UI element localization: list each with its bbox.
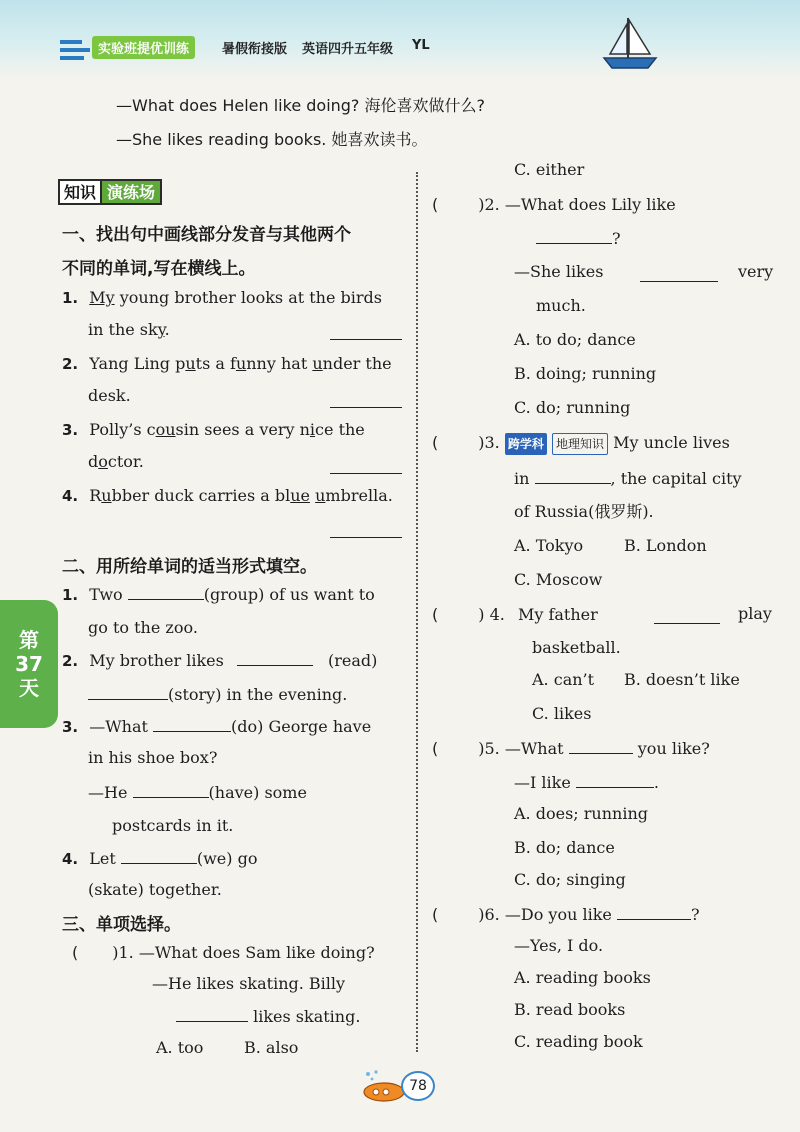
s2-item-3-line-2: in his shoe box? (88, 748, 218, 767)
q5-stem: ( )5. —What you like? (432, 739, 710, 758)
q3-blank[interactable] (535, 468, 611, 484)
s1-item-4: 4. Rubber duck carries a blue umbrella. (62, 486, 393, 505)
q6-option-a[interactable]: A. reading books (514, 968, 651, 987)
q2-stem: ( )2. —What does Lily like (432, 195, 676, 214)
q5-line-2: —I like . (514, 773, 659, 792)
s1-item-2-line-2: desk. (88, 386, 131, 405)
brand-label: 实验班提优训练 (92, 36, 195, 59)
q4-stem: ( ) 4. My father (432, 605, 598, 624)
q4-option-b[interactable]: B. doesn’t like (624, 670, 740, 689)
q3-option-a[interactable]: A. Tokyo (514, 536, 584, 555)
day-tab-line-1: 第 (19, 628, 39, 652)
q3-answer-slot[interactable] (438, 432, 478, 448)
q1-option-a[interactable]: A. too (156, 1038, 204, 1057)
badge-part-1: 知识 (58, 179, 100, 205)
day-tab-line-3: 天 (19, 676, 39, 700)
section-1-title: 一、找出句中画线部分发音与其他两个 (62, 225, 351, 245)
sailboat-icon (600, 14, 660, 70)
s2-item-1: 1. Two (group) of us want to (62, 585, 375, 604)
q2-answer-slot[interactable] (438, 194, 478, 210)
q6-line-2: —Yes, I do. (514, 936, 604, 955)
cross-subject-tag: 跨学科 (505, 433, 547, 455)
q2-line-3-end: very (738, 262, 774, 281)
q6-option-c[interactable]: C. reading book (514, 1032, 643, 1051)
section-badge (58, 178, 162, 206)
s1-item-3: 3. Polly’s cousin sees a very nice the (62, 420, 365, 439)
s1-item-3-answer-blank[interactable] (330, 458, 402, 474)
q1-line-3: likes skating. (176, 1006, 360, 1027)
q2-line-3: —She likes (514, 262, 604, 281)
q4-line-1-end: play (738, 604, 772, 623)
s1-item-1: 1. My young brother looks at the birds (62, 288, 382, 307)
s2-item-4: 4. Let (we) go (62, 849, 258, 868)
s2-item-1-blank[interactable] (128, 584, 204, 600)
q2-line-4: much. (536, 296, 586, 315)
s2-item-2-line-2: (story) in the evening. (88, 684, 347, 705)
column-divider (416, 172, 418, 1052)
q4-option-a[interactable]: A. can’t (532, 670, 595, 689)
q3-stem: ( )3. 跨学科 地理知识 My uncle lives (432, 432, 730, 455)
s2-item-4-line-2: (skate) together. (88, 880, 222, 899)
s2-item-3: 3. —What (do) George have (62, 717, 372, 736)
q2-line-2: ? (536, 228, 621, 249)
q4-answer-slot[interactable] (438, 604, 478, 620)
q5-option-c[interactable]: C. do; singing (514, 870, 626, 889)
intro-line-2: —She likes reading books. 她喜欢读书。 (116, 130, 428, 149)
day-tab-line-2: 37 (15, 652, 43, 676)
q6-blank[interactable] (617, 904, 691, 920)
q1-answer-slot[interactable] (78, 942, 112, 958)
q5-option-b[interactable]: B. do; dance (514, 838, 615, 857)
q6-option-b[interactable]: B. read books (514, 1000, 626, 1019)
geography-tag: 地理知识 (552, 433, 608, 455)
page-number: 78 (401, 1071, 435, 1101)
s2-item-2-blank-2[interactable] (88, 684, 168, 700)
q2-option-c[interactable]: C. do; running (514, 398, 631, 417)
s1-item-3-line-2: doctor. (88, 452, 144, 471)
q3-option-b[interactable]: B. London (624, 536, 707, 555)
s1-item-2-answer-blank[interactable] (330, 392, 402, 408)
s1-item-4-answer-blank[interactable] (330, 522, 402, 538)
s2-item-4-blank-1[interactable] (121, 848, 197, 864)
s2-item-2-blank-1[interactable] (237, 650, 313, 666)
grade-label: 英语四升五年级 (302, 42, 394, 57)
s1-item-1-line-2: in the sky. (88, 320, 170, 339)
q5-answer-slot[interactable] (438, 738, 478, 754)
q5-option-a[interactable]: A. does; running (514, 804, 648, 823)
q1-line-2: —He likes skating. Billy (152, 974, 346, 993)
logo-icon (58, 36, 92, 62)
day-tab (0, 600, 58, 728)
q3-line-2: in , the capital city (514, 469, 742, 488)
q4-option-c[interactable]: C. likes (532, 704, 592, 723)
s2-item-3-blank-2[interactable] (133, 782, 209, 798)
q2-option-a[interactable]: A. to do; dance (514, 330, 636, 349)
s2-item-3-line-3: —He (have) some (88, 783, 307, 802)
q2-blank-2[interactable] (640, 266, 718, 282)
q4-line-2: basketball. (532, 638, 621, 657)
s2-item-2: 2. My brother likes (read) (62, 651, 378, 670)
q6-answer-slot[interactable] (438, 904, 478, 920)
q5-blank-2[interactable] (576, 772, 654, 788)
edition-label: 暑假衔接版 (222, 42, 288, 57)
edition-code: YL (412, 38, 430, 53)
section-2-title: 二、用所给单词的适当形式填空。 (62, 557, 317, 577)
q6-stem: ( )6. —Do you like ? (432, 905, 700, 924)
q2-blank-1[interactable] (536, 228, 612, 244)
badge-part-2: 演练场 (100, 179, 162, 205)
q1-option-b[interactable]: B. also (244, 1038, 299, 1057)
q3-option-c[interactable]: C. Moscow (514, 570, 603, 589)
intro-line-1: —What does Helen like doing? 海伦喜欢做什么? (116, 96, 486, 115)
s2-item-3-blank-1[interactable] (153, 716, 231, 732)
section-3-title: 三、单项选择。 (62, 915, 181, 935)
s2-item-3-line-4: postcards in it. (112, 816, 234, 835)
q1-blank[interactable] (176, 1006, 248, 1022)
s1-item-2: 2. Yang Ling puts a funny hat under the (62, 354, 392, 373)
s2-item-1-line-2: go to the zoo. (88, 618, 198, 637)
q4-blank[interactable] (654, 608, 720, 624)
q1-option-c[interactable]: C. either (514, 160, 585, 179)
section-1-title-2: 不同的单词,写在横线上。 (62, 259, 256, 279)
q1-stem: ( )1. —What does Sam like doing? (72, 943, 375, 962)
q5-blank-1[interactable] (569, 738, 633, 754)
q2-option-b[interactable]: B. doing; running (514, 364, 657, 383)
q3-line-3: of Russia(俄罗斯). (514, 502, 654, 521)
s1-item-1-answer-blank[interactable] (330, 324, 402, 340)
